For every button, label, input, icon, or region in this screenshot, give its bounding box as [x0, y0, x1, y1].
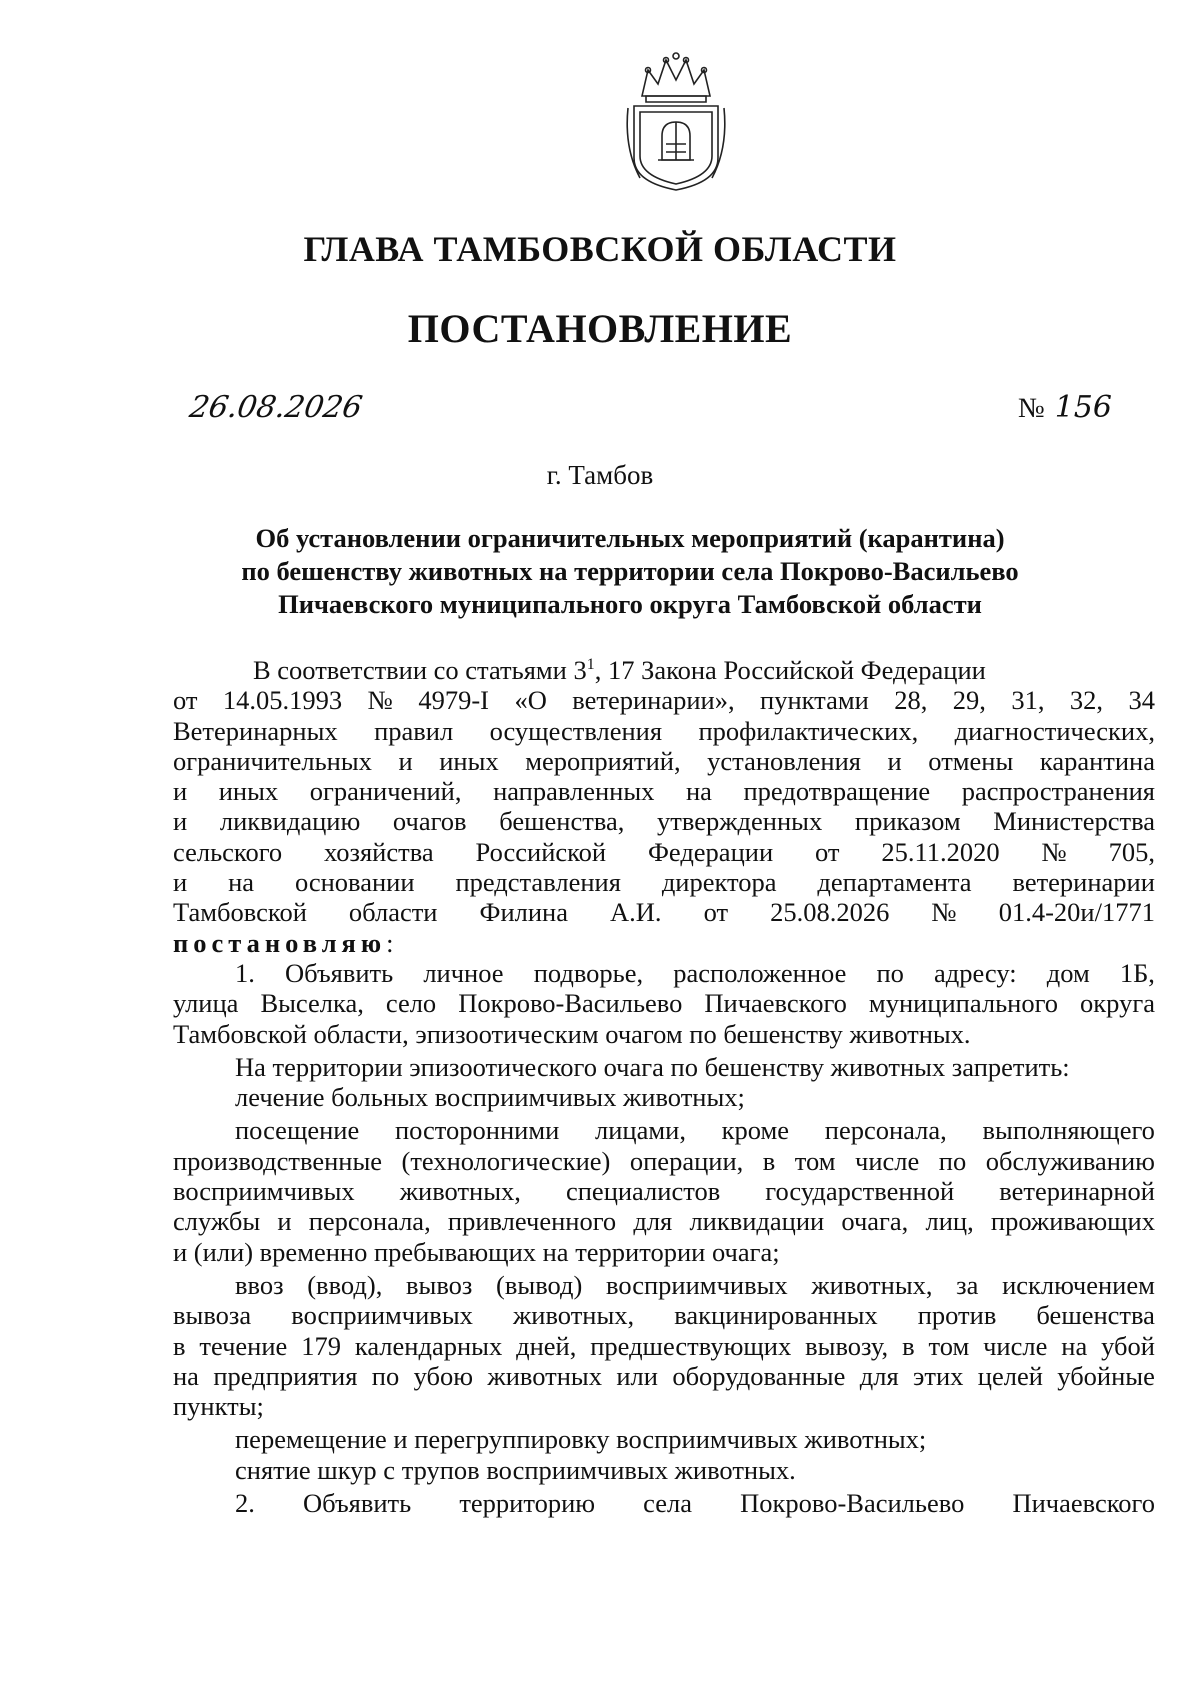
city-line: г. Тамбов [546, 460, 654, 490]
preamble-text: В соответствии со статьями $3^1$, 17 Закона Российской Федерации [253, 655, 986, 685]
prohibit-line: ввоз (ввод), вывоз (вывод) восприимчивых животных, за исключением [235, 1269, 1155, 1300]
preamble-line: сельского хозяйства Российской Федерации от 25.11.2020 № 705, [173, 836, 1155, 867]
superscript: 1 [586, 656, 595, 674]
preamble-line: и иных ограничений, направленных на предотвращение распространения [173, 776, 1155, 807]
subject-line: Пичаевского муниципального округа Тамбовской области [278, 589, 982, 619]
preamble-line: и ликвидацию очагов бешенства, утвержденных приказом Министерства [173, 806, 1155, 837]
number-value: 156 [1054, 390, 1112, 425]
item-line: 1. Объявить личное подворье, расположенное по адресу: дом 1Б, [235, 957, 1155, 988]
subject-line: по бешенству животных на территории села Покрово-Васильево [241, 556, 1019, 586]
prohibit-item: снятие шкур с трупов восприимчивых животных. [235, 1454, 796, 1485]
authority-title: ГЛАВА ТАМБОВСКОЙ ОБЛАСТИ [303, 229, 897, 269]
preamble-line: Ветеринарных правил осуществления профилактических, диагностических, [173, 715, 1155, 746]
prohibit-line: восприимчивых животных, специалистов государственной ветеринарной [173, 1176, 1155, 1207]
preamble-line: и на основании представления директора департамента ветеринарии [173, 867, 1155, 898]
coat-of-arms-emblem [622, 48, 730, 194]
decree-line: постановляю : [173, 927, 394, 958]
prohibit-item: лечение больных восприимчивых животных; [235, 1082, 745, 1113]
item-line: 2. Объявить территорию села Покрово-Васильево Пичаевского [235, 1488, 1155, 1519]
prohibit-item: перемещение и перегруппировку восприимчивых животных; [235, 1424, 927, 1455]
document-type-title: ПОСТАНОВЛЕНИЕ [407, 306, 793, 351]
prohibit-line: в течение 179 календарных дней, предшествующих вывозу, в том числе на убой [173, 1330, 1155, 1361]
preamble-line [173, 655, 1155, 685]
prohibit-intro: На территории эпизоотического очага по бешенству животных запретить: [235, 1051, 1070, 1082]
prohibit-line: производственные (технологические) операции, в том числе по обслуживанию [173, 1145, 1155, 1176]
prohibit-line: и (или) временно пребывающих на территории очага; [173, 1236, 780, 1267]
document-subject [220, 522, 1040, 621]
prohibit-line: пункты; [173, 1391, 264, 1422]
decree-word: постановляю [173, 927, 387, 958]
subject-line: Об установлении ограничительных мероприятий (карантина) [255, 523, 1005, 553]
prohibit-line: службы и персонала, привлеченного для ликвидации очага, лиц, проживающих [173, 1206, 1155, 1237]
document-date: 26.08.2026 [186, 390, 365, 425]
preamble-line: от 14.05.1993 № 4979-I «О ветеринарии», пунктами 28, 29, 31, 32, 34 [173, 685, 1155, 716]
item-line: Тамбовской области, эпизоотическим очагом по бешенству животных. [173, 1018, 971, 1049]
preamble-line: ограничительных и иных мероприятий, установления и отмены карантина [173, 745, 1155, 776]
item-line: улица Выселка, село Покрово-Васильево Пичаевского муниципального округа [173, 988, 1155, 1019]
prohibit-line: на предприятия по убою животных или оборудованные для этих целей убойные [173, 1360, 1155, 1391]
document-number [1018, 390, 1112, 425]
preamble-line: Тамбовской области Филина А.И. от 25.08.2026 № 01.4-20и/1771 [173, 897, 1155, 928]
document-body [173, 655, 1155, 1518]
prohibit-line: посещение посторонними лицами, кроме персонала, выполняющего [235, 1115, 1155, 1146]
number-label: № [1018, 393, 1045, 424]
prohibit-line: вывоза восприимчивых животных, вакцинированных против бешенства [173, 1300, 1155, 1331]
